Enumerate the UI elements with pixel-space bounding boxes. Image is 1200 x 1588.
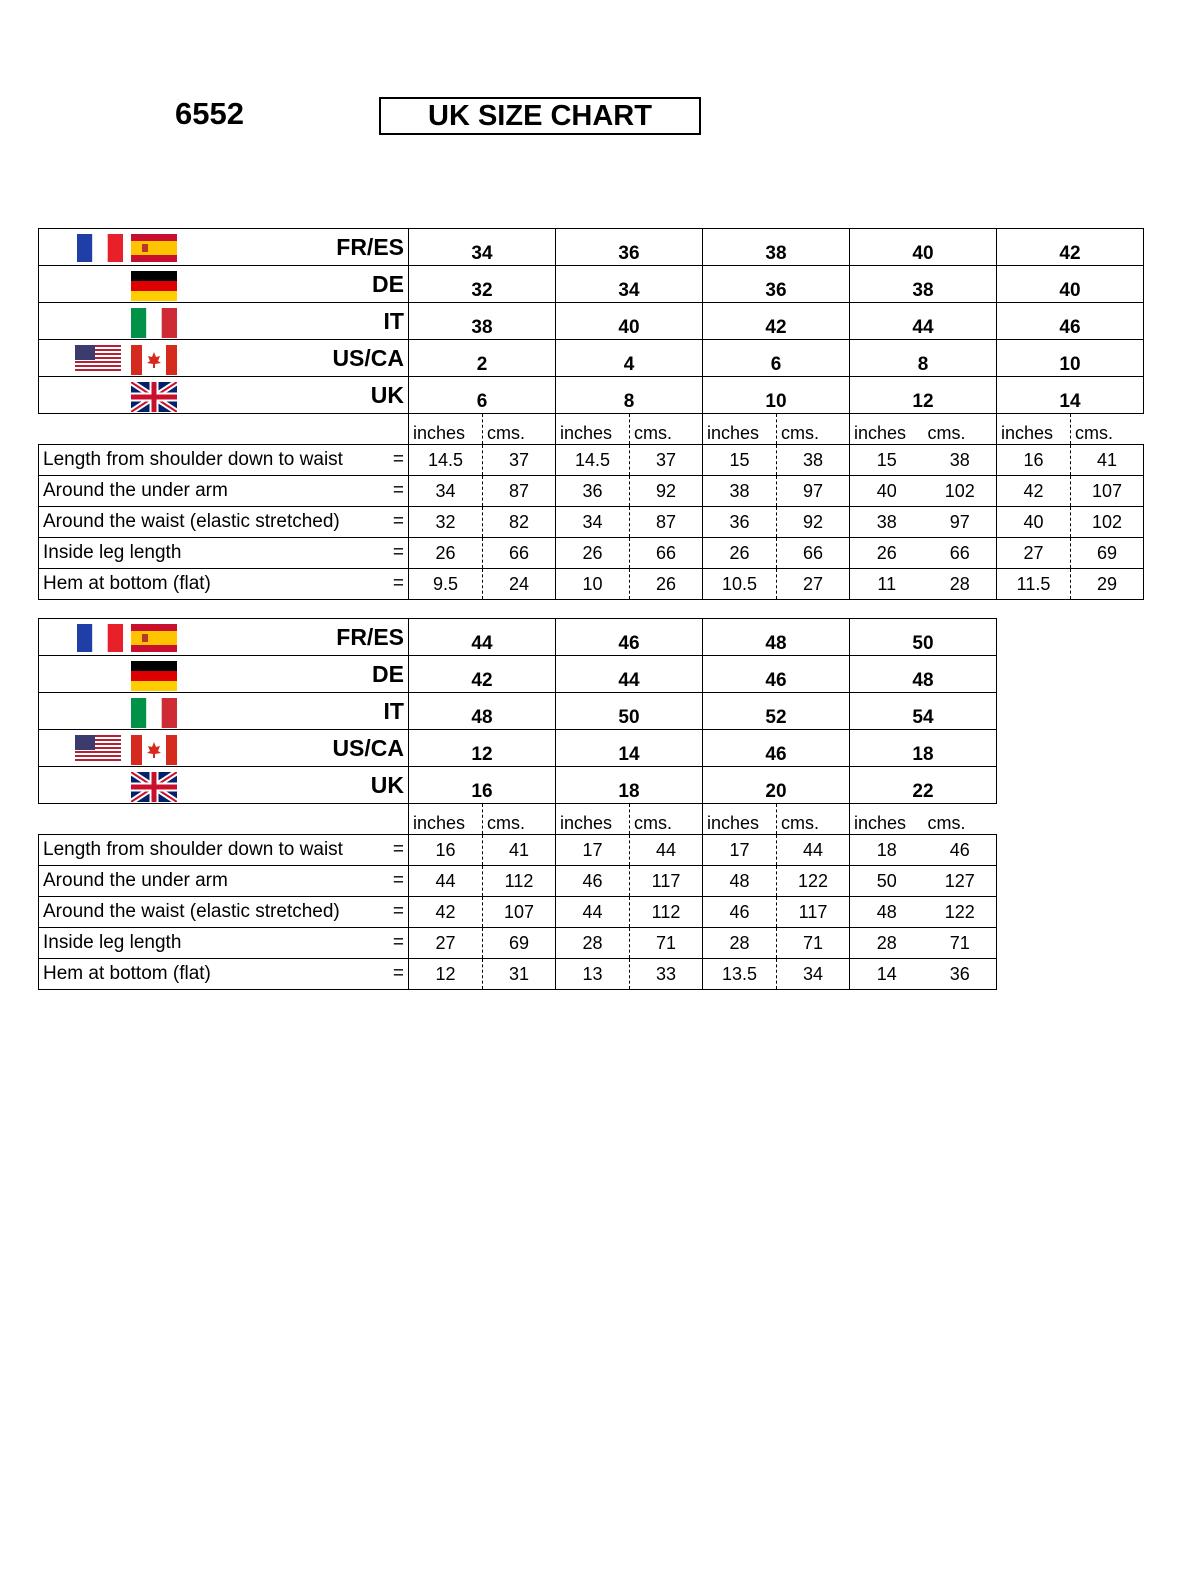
equals-sign: =: [392, 542, 404, 563]
usa-flag-icon: [75, 345, 121, 377]
cms-value: 34: [777, 959, 850, 990]
inches-value: 18: [850, 835, 924, 866]
size-row: [39, 377, 1144, 414]
inches-value: 15: [703, 445, 777, 476]
measurement-row: [39, 569, 1144, 600]
size-value: 38: [703, 229, 850, 266]
cms-value: 71: [777, 928, 850, 959]
country-code: FR/ES: [336, 233, 404, 260]
size-value: 12: [850, 377, 997, 414]
inches-value: 14.5: [409, 445, 483, 476]
equals-sign: =: [392, 870, 404, 891]
size-value: 34: [409, 229, 556, 266]
inches-value: 42: [997, 476, 1071, 507]
measurement-label-text: Length from shoulder down to waist: [43, 839, 343, 860]
size-row: [39, 340, 1144, 377]
size-row: [39, 303, 1144, 340]
size-value: 48: [703, 619, 850, 656]
inches-value: 11.5: [997, 569, 1071, 600]
unit-row: [39, 414, 1144, 445]
equals-sign: =: [392, 839, 404, 860]
cms-value: 97: [924, 507, 997, 538]
inches-value: 27: [997, 538, 1071, 569]
size-value: 14: [997, 377, 1144, 414]
measurement-row: [39, 897, 997, 928]
inches-value: 40: [850, 476, 924, 507]
unit-cms: cms.: [781, 813, 819, 833]
cms-value: 36: [924, 959, 997, 990]
country-code: DE: [372, 660, 404, 687]
uk-flag-icon: [131, 382, 177, 414]
size-value: 34: [556, 266, 703, 303]
cms-value: 29: [1071, 569, 1144, 600]
inches-value: 42: [409, 897, 483, 928]
canada-flag-icon: [131, 735, 177, 767]
cms-value: 112: [630, 897, 703, 928]
france-flag-icon: [77, 624, 123, 656]
cms-value: 87: [630, 507, 703, 538]
size-value: 38: [409, 303, 556, 340]
unit-inches: inches: [556, 804, 630, 835]
inches-value: 17: [703, 835, 777, 866]
size-value: 50: [556, 693, 703, 730]
germany-flag-icon: [131, 271, 177, 303]
size-value: 46: [556, 619, 703, 656]
cms-value: 69: [483, 928, 556, 959]
size-value: 40: [556, 303, 703, 340]
measurement-row: [39, 835, 997, 866]
country-code: IT: [383, 697, 404, 724]
unit-row: [39, 804, 997, 835]
country-label: [39, 767, 409, 804]
inches-value: 46: [703, 897, 777, 928]
italy-flag-icon: [131, 698, 177, 730]
measurement-row: [39, 507, 1144, 538]
country-label: [39, 377, 409, 414]
size-value: 50: [850, 619, 997, 656]
unit-inches: inches: [703, 414, 777, 445]
measurement-label: [39, 445, 409, 476]
measurement-label: [39, 866, 409, 897]
equals-sign: =: [392, 449, 404, 470]
cms-value: 66: [924, 538, 997, 569]
page-title: UK SIZE CHART: [379, 97, 701, 135]
country-label: [39, 266, 409, 303]
country-label: [39, 693, 409, 730]
inches-value: 28: [703, 928, 777, 959]
inches-value: 32: [409, 507, 483, 538]
cms-value: 127: [924, 866, 997, 897]
cms-value: 26: [630, 569, 703, 600]
inches-value: 40: [997, 507, 1071, 538]
size-value: 46: [703, 656, 850, 693]
measurement-label: [39, 476, 409, 507]
inches-value: 36: [703, 507, 777, 538]
inches-value: 13: [556, 959, 630, 990]
size-chart-table-1: [38, 228, 1144, 600]
cms-value: 92: [777, 507, 850, 538]
spain-flag-icon: [131, 234, 177, 266]
blank-cell: [39, 804, 409, 835]
measurement-row: [39, 866, 997, 897]
size-value: 18: [850, 730, 997, 767]
size-value: 22: [850, 767, 997, 804]
measurement-label: [39, 897, 409, 928]
country-label: [39, 730, 409, 767]
cms-value: 102: [1071, 507, 1144, 538]
size-value: 18: [556, 767, 703, 804]
size-row: [39, 266, 1144, 303]
measurement-row: [39, 928, 997, 959]
cms-value: 112: [483, 866, 556, 897]
cms-value: 24: [483, 569, 556, 600]
size-value: 14: [556, 730, 703, 767]
inches-value: 26: [703, 538, 777, 569]
measurement-label-text: Inside leg length: [43, 542, 182, 563]
inches-value: 26: [409, 538, 483, 569]
cms-value: 71: [924, 928, 997, 959]
canada-flag-icon: [131, 345, 177, 377]
usa-flag-icon: [75, 735, 121, 767]
size-value: 46: [703, 730, 850, 767]
cms-value: 37: [483, 445, 556, 476]
size-value: 4: [556, 340, 703, 377]
measurement-row: [39, 959, 997, 990]
country-code: FR/ES: [336, 623, 404, 650]
inches-value: 26: [556, 538, 630, 569]
cms-value: 44: [777, 835, 850, 866]
measurement-label-text: Hem at bottom (flat): [43, 963, 211, 984]
size-row: [39, 656, 997, 693]
cms-value: 122: [777, 866, 850, 897]
cms-value: 31: [483, 959, 556, 990]
cms-value: 38: [924, 445, 997, 476]
size-value: 48: [850, 656, 997, 693]
measurement-label-text: Around the waist (elastic stretched): [43, 511, 340, 532]
country-code: IT: [383, 307, 404, 334]
germany-flag-icon: [131, 661, 177, 693]
unit-cms: cms.: [927, 423, 966, 443]
measurement-row: [39, 445, 1144, 476]
measurement-label-text: Length from shoulder down to waist: [43, 449, 343, 470]
cms-value: 102: [924, 476, 997, 507]
size-row: [39, 730, 997, 767]
measurement-row: [39, 538, 1144, 569]
spain-flag-icon: [131, 624, 177, 656]
equals-sign: =: [392, 932, 404, 953]
inches-value: 27: [409, 928, 483, 959]
cms-value: 107: [1071, 476, 1144, 507]
inches-value: 10.5: [703, 569, 777, 600]
size-value: 20: [703, 767, 850, 804]
inches-value: 28: [556, 928, 630, 959]
measurement-label: [39, 569, 409, 600]
measurement-label-text: Around the under arm: [43, 480, 228, 501]
inches-value: 44: [556, 897, 630, 928]
measurement-label: [39, 959, 409, 990]
unit-cms: cms.: [634, 423, 672, 443]
unit-inches: inches: [556, 414, 630, 445]
size-value: 10: [997, 340, 1144, 377]
inches-value: 9.5: [409, 569, 483, 600]
cms-value: 117: [630, 866, 703, 897]
measurement-label: [39, 835, 409, 866]
cms-value: 69: [1071, 538, 1144, 569]
inches-value: 48: [850, 897, 924, 928]
cms-value: 97: [777, 476, 850, 507]
size-value: 16: [409, 767, 556, 804]
size-value: 32: [409, 266, 556, 303]
size-value: 12: [409, 730, 556, 767]
unit-inches: inches: [850, 414, 924, 445]
inches-value: 11: [850, 569, 924, 600]
cms-value: 66: [630, 538, 703, 569]
cms-value: 66: [483, 538, 556, 569]
cms-value: 37: [630, 445, 703, 476]
size-row: [39, 767, 997, 804]
cms-value: 82: [483, 507, 556, 538]
country-code: DE: [372, 270, 404, 297]
cms-value: 33: [630, 959, 703, 990]
inches-value: 10: [556, 569, 630, 600]
inches-value: 14.5: [556, 445, 630, 476]
country-label: [39, 303, 409, 340]
size-value: 46: [997, 303, 1144, 340]
inches-value: 38: [850, 507, 924, 538]
inches-value: 26: [850, 538, 924, 569]
country-label: [39, 340, 409, 377]
size-row: [39, 619, 997, 656]
france-flag-icon: [77, 234, 123, 266]
cms-value: 28: [924, 569, 997, 600]
size-value: 36: [703, 266, 850, 303]
country-label: [39, 619, 409, 656]
size-row: [39, 229, 1144, 266]
cms-value: 44: [630, 835, 703, 866]
measurement-label: [39, 538, 409, 569]
size-value: 40: [997, 266, 1144, 303]
size-value: 40: [850, 229, 997, 266]
cms-value: 87: [483, 476, 556, 507]
cms-value: 66: [777, 538, 850, 569]
measurement-label-text: Hem at bottom (flat): [43, 573, 211, 594]
inches-value: 38: [703, 476, 777, 507]
inches-value: 12: [409, 959, 483, 990]
equals-sign: =: [392, 901, 404, 922]
size-value: 48: [409, 693, 556, 730]
size-value: 6: [409, 377, 556, 414]
product-code: 6552: [175, 96, 244, 131]
cms-value: 41: [1071, 445, 1144, 476]
equals-sign: =: [392, 511, 404, 532]
inches-value: 48: [703, 866, 777, 897]
unit-inches: inches: [409, 804, 483, 835]
size-value: 2: [409, 340, 556, 377]
country-code: UK: [370, 381, 404, 408]
inches-value: 17: [556, 835, 630, 866]
size-value: 42: [409, 656, 556, 693]
uk-flag-icon: [131, 772, 177, 804]
unit-inches: inches: [850, 804, 924, 835]
equals-sign: =: [392, 963, 404, 984]
unit-inches: inches: [703, 804, 777, 835]
country-label: [39, 229, 409, 266]
inches-value: 16: [997, 445, 1071, 476]
unit-cms: cms.: [1075, 423, 1113, 443]
size-value: 54: [850, 693, 997, 730]
size-value: 10: [703, 377, 850, 414]
size-value: 38: [850, 266, 997, 303]
size-value: 8: [850, 340, 997, 377]
country-label: [39, 656, 409, 693]
cms-value: 38: [777, 445, 850, 476]
size-row: [39, 693, 997, 730]
unit-cms: cms.: [634, 813, 672, 833]
unit-inches: inches: [409, 414, 483, 445]
inches-value: 44: [409, 866, 483, 897]
measurement-label-text: Inside leg length: [43, 932, 182, 953]
unit-cms: cms.: [487, 813, 525, 833]
cms-value: 117: [777, 897, 850, 928]
size-value: 44: [409, 619, 556, 656]
cms-value: 27: [777, 569, 850, 600]
cms-value: 46: [924, 835, 997, 866]
unit-cms: cms.: [781, 423, 819, 443]
size-value: 44: [556, 656, 703, 693]
measurement-label: [39, 928, 409, 959]
size-value: 6: [703, 340, 850, 377]
size-value: 8: [556, 377, 703, 414]
inches-value: 36: [556, 476, 630, 507]
equals-sign: =: [392, 480, 404, 501]
size-value: 42: [703, 303, 850, 340]
size-value: 42: [997, 229, 1144, 266]
inches-value: 28: [850, 928, 924, 959]
measurement-label-text: Around the waist (elastic stretched): [43, 901, 340, 922]
equals-sign: =: [392, 573, 404, 594]
unit-cms: cms.: [487, 423, 525, 443]
measurement-row: [39, 476, 1144, 507]
inches-value: 16: [409, 835, 483, 866]
blank-cell: [39, 414, 409, 445]
size-value: 44: [850, 303, 997, 340]
size-chart-table-2: [38, 618, 997, 990]
inches-value: 15: [850, 445, 924, 476]
inches-value: 13.5: [703, 959, 777, 990]
cms-value: 71: [630, 928, 703, 959]
inches-value: 14: [850, 959, 924, 990]
cms-value: 41: [483, 835, 556, 866]
country-code: UK: [370, 771, 404, 798]
cms-value: 92: [630, 476, 703, 507]
inches-value: 34: [556, 507, 630, 538]
measurement-label-text: Around the under arm: [43, 870, 228, 891]
measurement-label: [39, 507, 409, 538]
inches-value: 50: [850, 866, 924, 897]
country-code: US/CA: [332, 344, 404, 371]
cms-value: 122: [924, 897, 997, 928]
unit-inches: inches: [997, 414, 1071, 445]
unit-cms: cms.: [927, 813, 966, 833]
cms-value: 107: [483, 897, 556, 928]
inches-value: 46: [556, 866, 630, 897]
inches-value: 34: [409, 476, 483, 507]
country-code: US/CA: [332, 734, 404, 761]
italy-flag-icon: [131, 308, 177, 340]
size-value: 36: [556, 229, 703, 266]
size-value: 52: [703, 693, 850, 730]
